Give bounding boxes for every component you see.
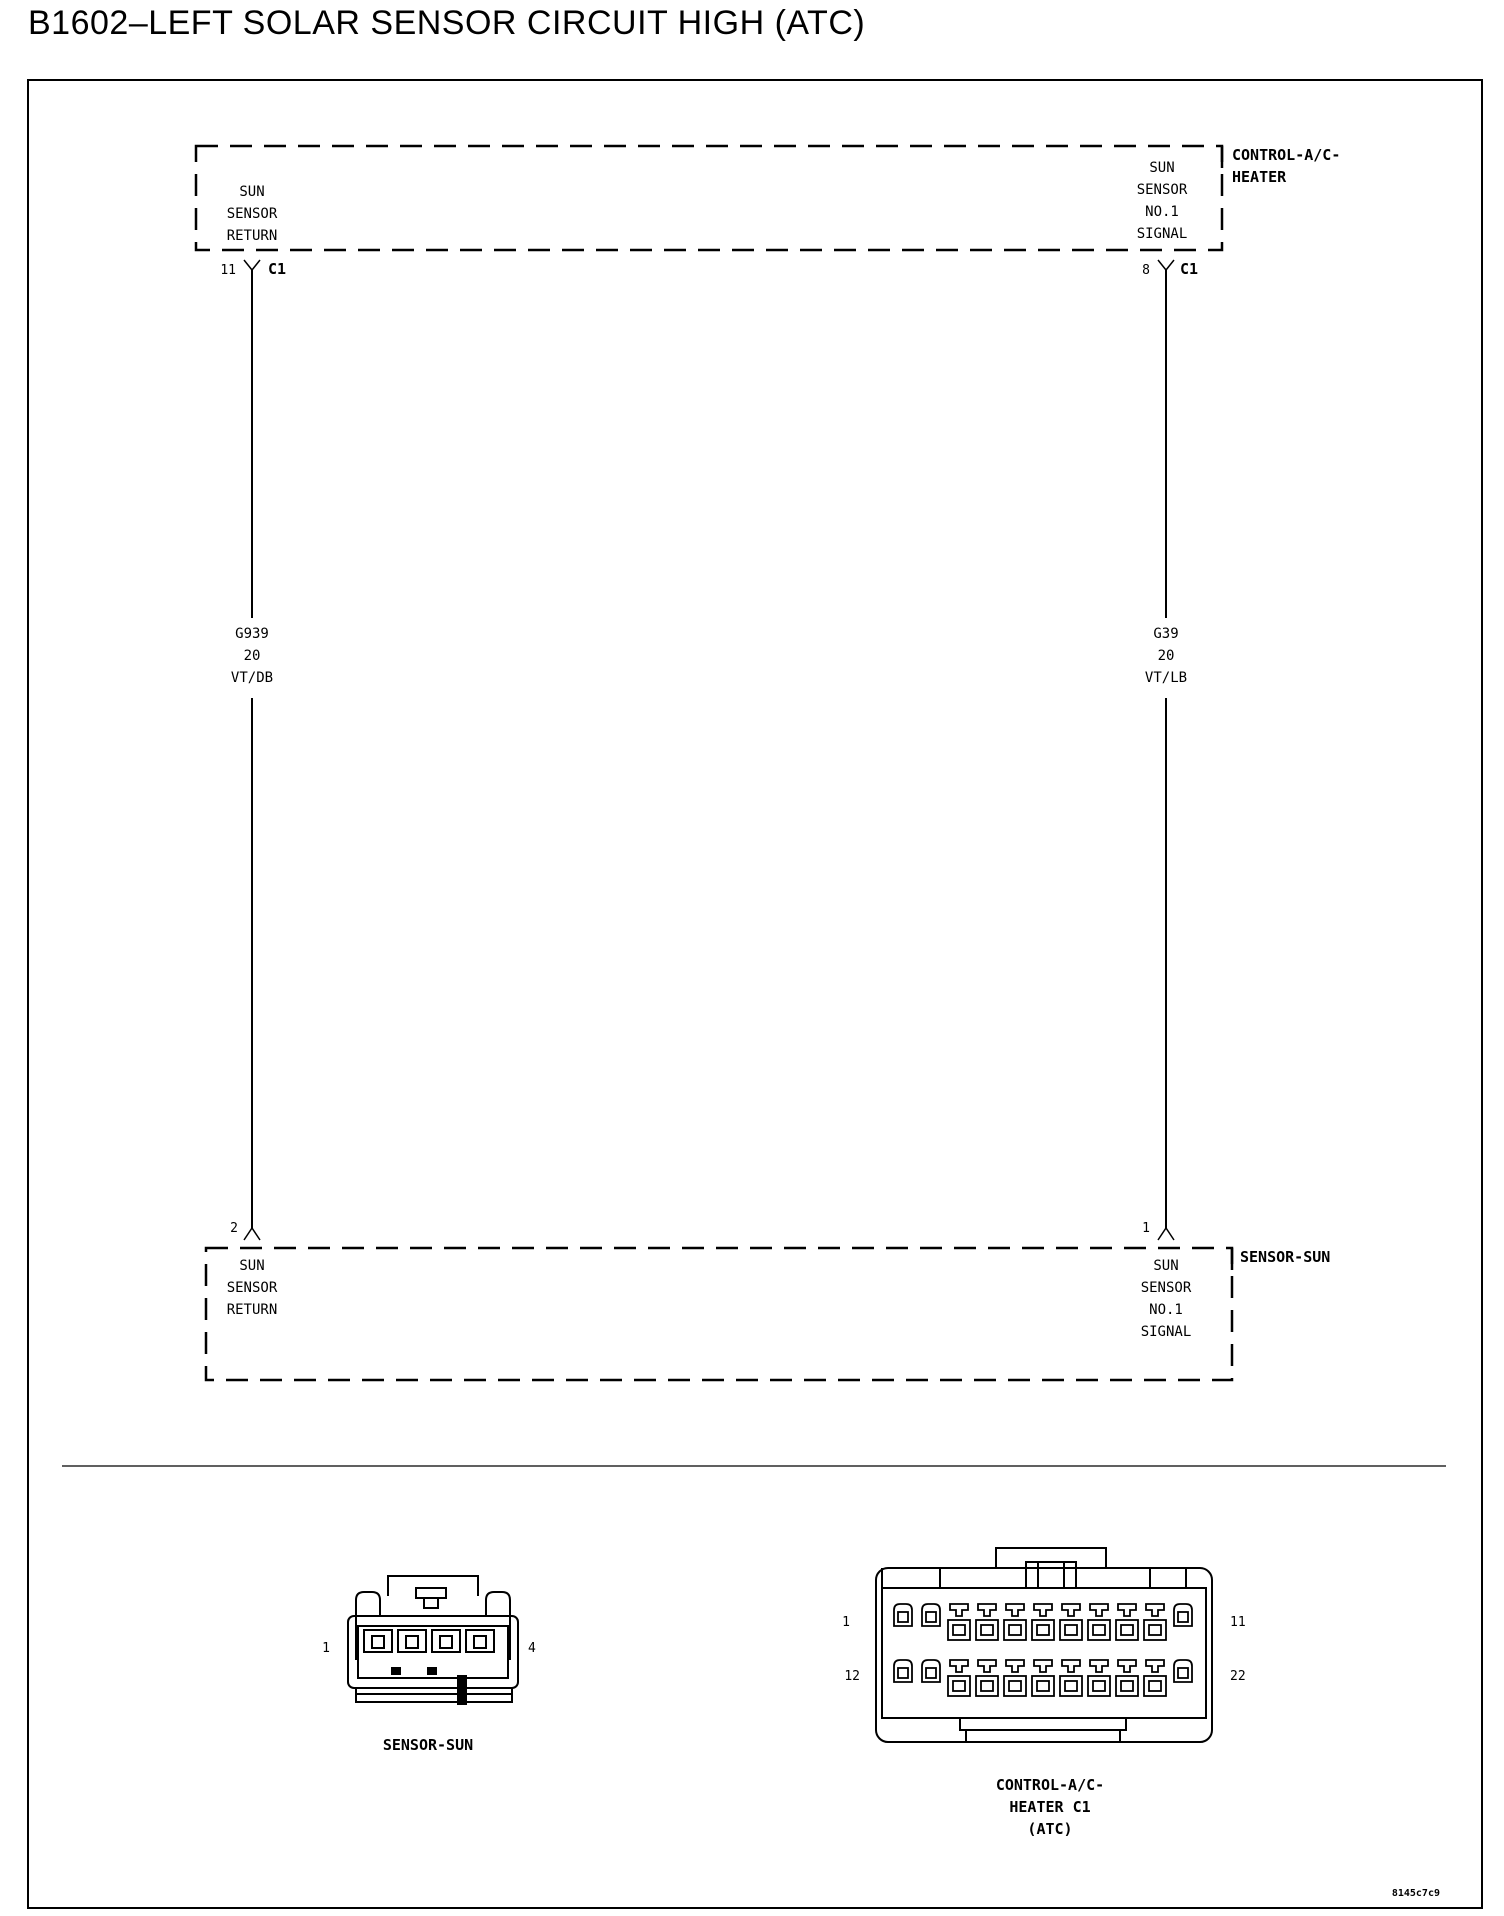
control-c1-caption-line2: HEATER C1	[1009, 1798, 1091, 1816]
sensor-sun-caption: SENSOR-SUN	[382, 1736, 474, 1754]
control-c1-pin-11: 11	[1230, 1615, 1246, 1630]
left-bottom-pin-terminal	[244, 1228, 260, 1240]
function-text: SENSOR	[226, 206, 278, 222]
terminal-cavity	[922, 1660, 940, 1682]
terminal-cavity	[976, 1604, 998, 1640]
left-top-connector: C1	[268, 260, 287, 278]
sensor-sun-pin-1: 1	[322, 1641, 330, 1656]
sensor-right-function	[1141, 1258, 1192, 1340]
terminal-cavity	[1174, 1604, 1192, 1626]
left-top-pin: 11	[220, 263, 236, 278]
terminal-cavity	[1144, 1660, 1166, 1696]
control-right-function	[1137, 160, 1188, 242]
right-wire-circuit: G39	[1153, 626, 1179, 642]
terminal-cavity	[1088, 1660, 1110, 1696]
function-text: RETURN	[226, 228, 278, 244]
function-text: SUN	[239, 184, 265, 200]
terminal-cavity	[948, 1604, 970, 1640]
function-text: SUN	[239, 1258, 265, 1274]
right-bottom-pin-terminal	[1158, 1228, 1174, 1240]
control-module-name-line2: HEATER	[1232, 168, 1287, 186]
left-top-pin-terminal	[244, 260, 260, 270]
terminal-cavity	[1116, 1660, 1138, 1696]
function-text: NO.1	[1149, 1302, 1183, 1318]
terminal-cavity	[922, 1604, 940, 1626]
right-wire	[1142, 260, 1198, 1240]
sensor-left-function	[227, 1258, 278, 1318]
control-module-box	[196, 146, 1222, 250]
function-text: SIGNAL	[1136, 226, 1188, 242]
terminal-cavity	[1144, 1604, 1166, 1640]
left-bottom-pin: 2	[230, 1221, 238, 1236]
function-text: NO.1	[1145, 204, 1179, 220]
terminal-cavity	[894, 1660, 912, 1682]
right-wire-color: VT/LB	[1144, 670, 1188, 686]
sensor-module-name: SENSOR-SUN	[1240, 1248, 1331, 1266]
control-left-function	[227, 184, 278, 244]
control-c1-caption-line1: CONTROL-A/C-	[995, 1776, 1105, 1794]
right-wire-gauge: 20	[1157, 648, 1175, 664]
control-c1-caption-line3: (ATC)	[1027, 1820, 1073, 1838]
left-wire	[220, 260, 286, 1240]
function-text: SENSOR	[1136, 182, 1188, 198]
terminal-cavity	[1004, 1604, 1026, 1640]
terminal-cavity	[1116, 1604, 1138, 1640]
control-module-name-line1: CONTROL-A/C-	[1232, 146, 1341, 164]
terminal-cavity	[1060, 1604, 1082, 1640]
control-c1-pin-1: 1	[842, 1615, 850, 1630]
terminal-cavity	[948, 1660, 970, 1696]
right-bottom-pin: 1	[1142, 1221, 1150, 1236]
function-text: SUN	[1153, 1258, 1179, 1274]
terminal-cavity	[1004, 1660, 1026, 1696]
function-text: SENSOR	[1140, 1280, 1192, 1296]
sensor-module-box	[206, 1248, 1232, 1380]
figure-id: 8145c7c9	[1391, 1888, 1440, 1899]
control-c1-pin-12: 12	[844, 1669, 860, 1684]
right-top-pin-terminal	[1158, 260, 1174, 270]
function-text: SENSOR	[226, 1280, 278, 1296]
sensor-sun-pin-4: 4	[528, 1641, 536, 1656]
control-c1-cavities	[894, 1604, 1192, 1696]
page-title: B1602–LEFT SOLAR SENSOR CIRCUIT HIGH (ATC)	[28, 4, 866, 42]
control-c1-pin-22: 22	[1230, 1669, 1246, 1684]
sensor-sun-connector-view	[348, 1576, 518, 1704]
left-wire-gauge: 20	[243, 648, 261, 664]
diagram-frame	[28, 80, 1482, 1908]
right-top-connector: C1	[1180, 260, 1199, 278]
terminal-cavity	[894, 1604, 912, 1626]
terminal-cavity	[1174, 1660, 1192, 1682]
right-top-pin: 8	[1142, 263, 1150, 278]
function-text: RETURN	[226, 1302, 278, 1318]
terminal-cavity	[1060, 1660, 1082, 1696]
function-text: SIGNAL	[1140, 1324, 1192, 1340]
left-wire-circuit: G939	[235, 626, 269, 642]
terminal-cavity	[976, 1660, 998, 1696]
control-c1-connector-view	[876, 1548, 1212, 1742]
terminal-cavity	[1088, 1604, 1110, 1640]
terminal-cavity	[1032, 1660, 1054, 1696]
left-wire-color: VT/DB	[230, 670, 274, 686]
terminal-cavity	[1032, 1604, 1054, 1640]
function-text: SUN	[1149, 160, 1175, 176]
